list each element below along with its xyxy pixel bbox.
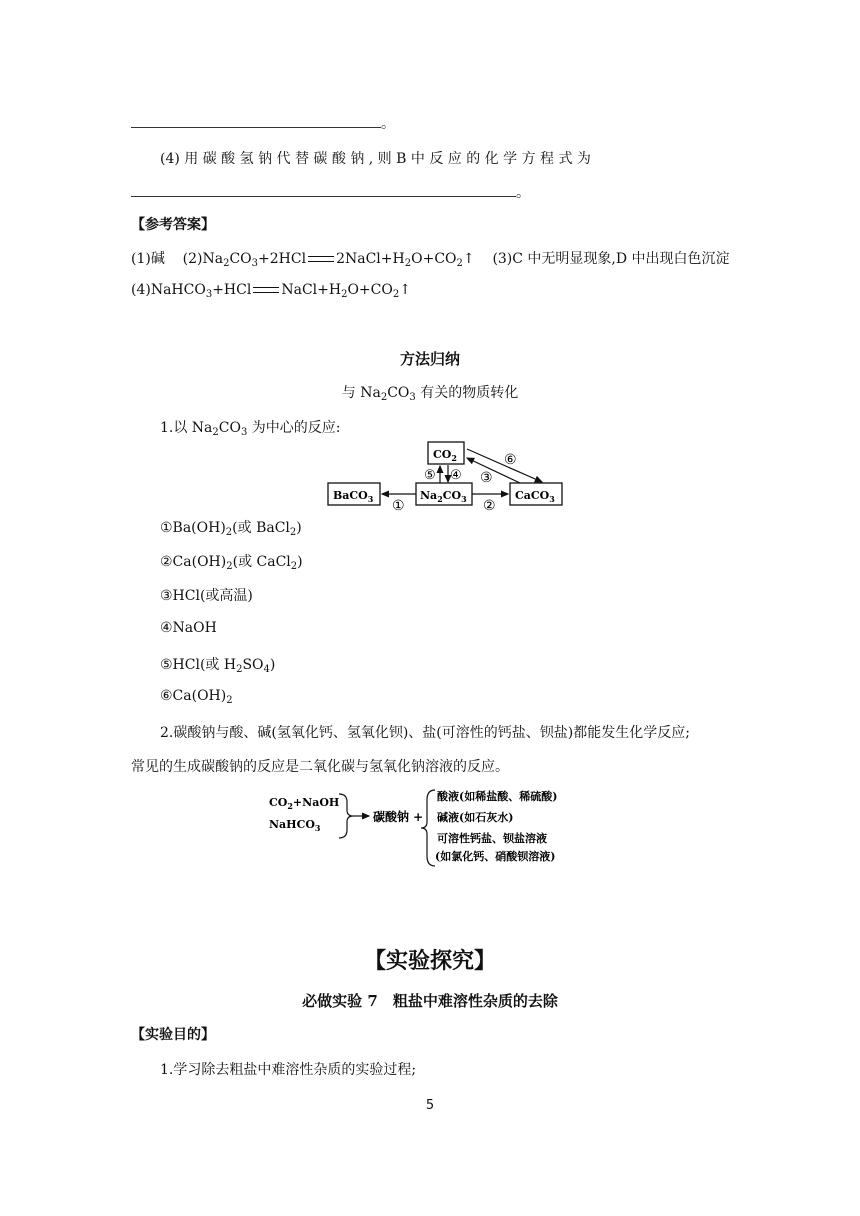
conversion-diagram xyxy=(320,438,570,512)
reactant-3: ③HCl(或高温) xyxy=(160,588,253,604)
answer-2: $(2)Na_2CO_3+2HCl$ $2NaCl+H_2O+CO_2↑$ xyxy=(182,251,475,269)
answer-blank xyxy=(131,182,516,197)
reactant-2-text: ②Ca(OH) xyxy=(160,554,227,570)
gas-arrow: ↑ xyxy=(399,282,411,298)
subtitle-post: 有关的物质转化 xyxy=(415,385,519,401)
reactant-2: $②Ca(OH)_2$(或 CaCl$_2$) xyxy=(160,554,303,572)
experiment-subtitle: 必做实验 7 粗盐中难溶性杂质的去除 xyxy=(302,992,558,1010)
page-number: 5 xyxy=(425,1098,435,1113)
experiment-title: 【实验探究】 xyxy=(363,948,496,974)
answer-heading: 【参考答案】 xyxy=(131,217,215,233)
method-item-2-line-2: 常见的生成碳酸钠的反应是二氧化碳与氢氧化钠溶液的反应。 xyxy=(131,759,509,775)
label-3: ③ xyxy=(480,470,493,486)
scheme-left-2: NaHCO$_3$ xyxy=(269,818,321,833)
scheme-right-2: 碱液(如石灰水) xyxy=(437,811,514,824)
label-4: ④ xyxy=(450,468,462,483)
answer-1: (1)碱 xyxy=(131,251,165,267)
item1-pre: 1.以 Na xyxy=(160,420,213,436)
co2-label: $CO_2$ xyxy=(433,448,457,463)
item1-post: 为中心的反应: xyxy=(247,420,341,436)
label-2: ② xyxy=(483,498,496,512)
caco3-label: CaCO$_3$ xyxy=(515,489,555,504)
q3-tail: 。 xyxy=(381,116,395,132)
reactant-1-text: ①Ba(OH) xyxy=(160,520,226,536)
answer-line-1 xyxy=(131,248,730,268)
subtitle-pre: 与 Na xyxy=(341,385,381,401)
purpose-heading: 【实验目的】 xyxy=(131,1027,215,1043)
scheme-right-3: 可溶性钙盐、钡盐溶液 xyxy=(437,832,547,845)
scheme-left-1: $CO_2+NaOH$ xyxy=(269,796,340,811)
reactant-5-text: ⑤HCl(或 H xyxy=(160,657,237,673)
right-brace xyxy=(421,790,435,866)
answer-2-prefix: (2)Na xyxy=(182,251,224,267)
sodium-carbonate-scheme xyxy=(265,786,595,868)
reactant-6-text: ⑥Ca(OH) xyxy=(160,688,227,704)
method-title: 方法归纳 xyxy=(399,350,460,368)
q4-tail: 。 xyxy=(516,185,530,201)
answer-3: (3)C 中无明显现象,D 中出现白色沉淀 xyxy=(492,251,730,267)
baco3-label: BaCO$_3$ xyxy=(333,489,374,504)
answer-4-prefix: (4)NaHCO xyxy=(131,282,206,298)
equals-sign xyxy=(308,256,334,262)
reactant-1-tail: (或 BaCl xyxy=(232,520,290,536)
scheme-right-4: (如氯化钙、硝酸钡溶液) xyxy=(435,850,556,863)
scheme-middle: 碳酸钠 + xyxy=(373,810,424,824)
reactant-6: $⑥Ca(OH)_2$ xyxy=(160,688,233,706)
answer-blank xyxy=(131,113,381,128)
reactant-5: ⑤HCl(或 $H_2SO_4$) xyxy=(160,657,276,675)
gas-arrow: ↑ xyxy=(462,251,475,267)
equals-sign xyxy=(253,287,279,293)
q4-answer-blank-line xyxy=(131,182,530,202)
reactant-2-tail: (或 CaCl xyxy=(232,554,291,570)
left-brace xyxy=(339,794,353,838)
na2co3-label: $Na_2CO_3$ xyxy=(420,489,467,504)
reactant-4: ④NaOH xyxy=(160,620,217,636)
method-item-1: 1.以 $Na_2CO_3$ 为中心的反应: xyxy=(160,420,341,438)
answer-line-2: (4)NaHCO$_3$+HCl $NaCl+H_2O+CO_2↑$ xyxy=(131,282,411,300)
label-5: ⑤ xyxy=(424,468,436,483)
label-6: ⑥ xyxy=(504,452,517,468)
reactant-1: $①Ba(OH)_2$(或 BaCl$_2$) xyxy=(160,520,302,538)
method-item-2-line-1: 2.碳酸钠与酸、碱(氢氧化钙、氢氧化钡)、盐(可溶性的钙盐、钡盐)都能发生化学反应; xyxy=(160,725,690,741)
method-subtitle: 与 $Na_2CO_3$ 有关的物质转化 xyxy=(341,385,519,403)
q4-line1: (4) 用 碳 酸 氢 钠 代 替 碳 酸 钠 , 则 B 中 反 应 的 化 学 方 程 式 为 xyxy=(160,151,591,167)
scheme-right-1: 酸液(如稀盐酸、稀硫酸) xyxy=(437,790,558,803)
q3-answer-blank-line xyxy=(131,113,395,133)
label-1: ① xyxy=(392,498,405,512)
purpose-item-1: 1.学习除去粗盐中难溶性杂质的实验过程; xyxy=(160,1062,417,1078)
